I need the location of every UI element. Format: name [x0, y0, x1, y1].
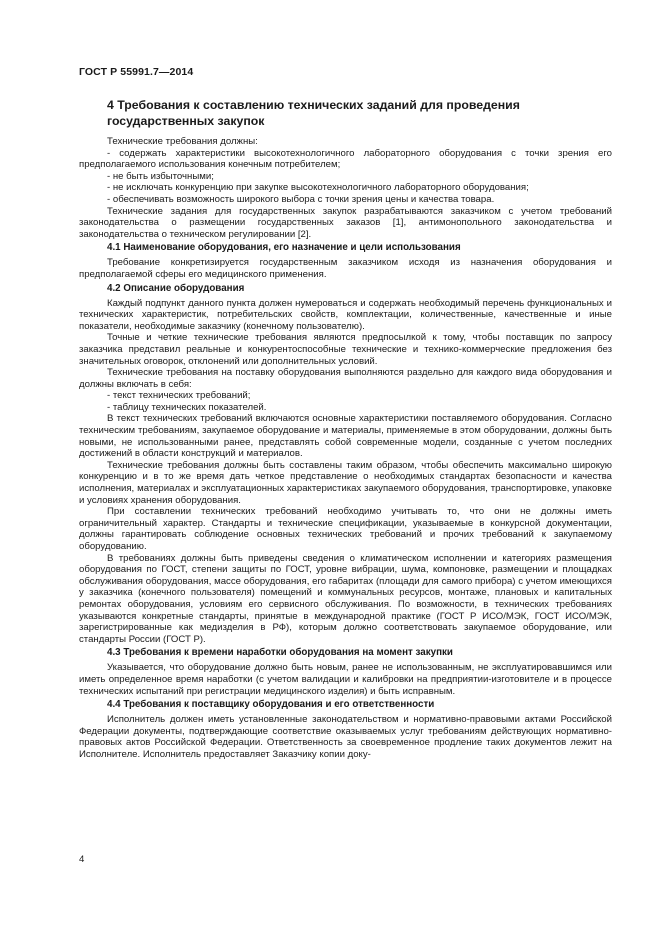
paragraph: Указывается, что оборудование должно быть новым, ранее не использованным, не эксплуатировавшимся или иметь определенное время наработки (с учетом валидации и калибровки на предприятии-изготовителе и в процессе технических испытаний при регистрации медицинского изделия) и быть исправным. — [79, 662, 612, 697]
list-item: - таблицу технических показателей. — [107, 401, 267, 413]
paragraph: В требованиях должны быть приведены сведения о климатическом исполнении и категориях размещения оборудования по ГОСТ, степени защиты по ГОСТ, уровне вибрации, шума, компоновке, размещении и площадках обслуживания оборудования, массе оборудования, его габаритах (площади для самого прибора) с учетом имеющихся у заказчика (конечного пользователя) помещений и коммунальных ресурсов, монтаже, плановых и капитальных ремонтах оборудования, условиям его сервисного обслуживания. По возможности, в технических требованиях указываются конкретные стандарты, принятые в международной практике (ГОСТ Р ИСО/МЭК, ГОСТ ИСО/МЭК, зарегистрированные как медизделия в РФ), которым должно соответствовать закупаемое оборудование, или стандарты России (ГОСТ Р). — [79, 552, 612, 645]
subsection-heading-4-3: 4.3 Требования к времени наработки оборудования на момент закупки — [107, 647, 453, 659]
paragraph: При составлении технических требований необходимо учитывать то, что они не должны иметь ограничительный характер. Стандарты и технические спецификации, указываемые в конкурсной документации, должны гарантировать соблюдение основных технических требований и прочих требований к закупаемому оборудованию. — [79, 506, 612, 552]
paragraph: Точные и четкие технические требования являются предпосылкой к тому, чтобы поставщик по запросу заказчика представил реальные и конкурентоспособные технические и технико-коммерческие предложения без значительных оговорок, отклонений или дополнительных условий. — [79, 332, 612, 367]
paragraph: В текст технических требований включаются основные характеристики поставляемого оборудования. Согласно техническим требованиям, закупаемое оборудование и материалы, применяемые в этом оборудовании, должны быть новыми, не использованными ранее, представлять собой современные модели, созданные с учетом последних достижений в области конструкций и материалов. — [79, 413, 612, 460]
intro-block — [79, 136, 612, 240]
paragraph: Технические задания для государственных закупок разрабатываются заказчиком с учетом требований законодательства о размещении государственных заказов [1], антимонопольного законодательства и законодательства о техническом регулировании [2]. — [79, 205, 612, 240]
document-header: ГОСТ Р 55991.7—2014 — [79, 66, 194, 78]
paragraph: Технические требования должны быть составлены таким образом, чтобы обеспечить максимально широкую конкуренцию и в то же время дать четкое представление о необходимых стандартах безопасности и качества исполнения, материалах и эксплуатационных характеристиках закупаемого оборудования, транспортировке, упаковке и условиях хранения оборудования. — [79, 459, 612, 506]
page-number: 4 — [79, 854, 85, 865]
paragraph: Технические требования на поставку оборудования выполняются раздельно для каждого вида оборудования и должны включать в себя: — [79, 367, 612, 390]
document-body — [79, 136, 612, 761]
list-item: - не быть избыточными; — [107, 170, 214, 182]
subsection-heading-4-2: 4.2 Описание оборудования — [107, 282, 245, 294]
list-item: - текст технических требований; — [107, 390, 251, 402]
paragraph: Каждый подпункт данного пункта должен нумероваться и содержать необходимый перечень функциональных и технических характеристик, потребительских свойств, комплектации, количественные, качественные и иные показатели, необходимые заказчику (конечному пользователю). — [79, 297, 612, 332]
paragraph: Исполнитель должен иметь установленные законодательством и нормативно-правовыми актами Российской Федерации документы, подтверждающие соответствие оказываемых услуг требованиям действующих нормативно-правовых актов Российской Федерации. Ответственность за своевременное продление таких документов лежит на Исполнителе. Исполнитель предоставляет Заказчику копии доку- — [79, 714, 612, 760]
section-title: 4 Требования к составлению технических заданий для проведения государственных закупок — [107, 98, 520, 128]
subsection-heading-4-1: 4.1 Наименование оборудования, его назначение и цели использования — [107, 242, 461, 254]
subsection-heading-4-4: 4.4 Требования к поставщику оборудования и его ответственности — [107, 699, 435, 711]
list-item: - не исключать конкуренцию при закупке высокотехнологичного лабораторного оборудования; — [107, 182, 529, 194]
paragraph: Технические требования должны: — [107, 136, 258, 147]
paragraph: Требование конкретизируется государственным заказчиком исходя из назначения оборудования и предполагаемой сферы его медицинского применения. — [79, 257, 612, 280]
list-item: - обеспечивать возможность широкого выбора с точки зрения цены и качества товара. — [107, 193, 495, 205]
list-item: - содержать характеристики высокотехнологичного лабораторного оборудования с точки зрения его предполагаемого использования конечным потребителем; — [79, 147, 612, 171]
